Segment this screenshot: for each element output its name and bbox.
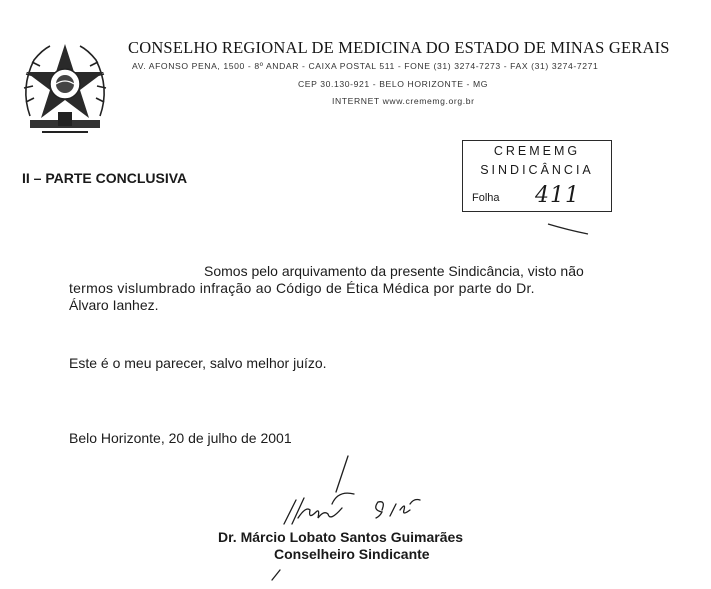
date-line: Belo Horizonte, 20 de julho de 2001	[69, 430, 292, 446]
stamp-subtitle: SINDICÂNCIA	[480, 163, 594, 177]
folha-stamp	[462, 140, 612, 212]
brazil-coat-of-arms-icon	[12, 38, 118, 138]
signatory-role: Conselheiro Sindicante	[274, 546, 430, 562]
handwritten-signature	[240, 452, 470, 582]
org-name: CONSELHO REGIONAL DE MEDICINA DO ESTADO DE MINAS GERAIS	[128, 38, 670, 57]
org-address: AV. AFONSO PENA, 1500 - 8º ANDAR - CAIXA POSTAL 511 - FONE (31) 3274-7273 - FAX (31) 3274-7271	[132, 61, 599, 71]
org-website: INTERNET www.crememg.org.br	[332, 96, 475, 106]
org-cep: CEP 30.130-921 - BELO HORIZONTE - MG	[298, 79, 489, 89]
stamp-underline	[546, 220, 590, 236]
stamp-folha-label: Folha	[472, 192, 500, 204]
signatory-name: Dr. Márcio Lobato Santos Guimarães	[218, 529, 464, 545]
section-title: II – PARTE CONCLUSIVA	[22, 170, 188, 186]
body-line-1: Somos pelo arquivamento da presente Sindicância, visto não	[204, 263, 584, 279]
parecer-sentence: Este é o meu parecer, salvo melhor juízo.	[69, 355, 327, 371]
stamp-title: CREMEMG	[493, 144, 581, 158]
body-line-2: termos vislumbrado infração ao Código de Ética Médica por parte do Dr.	[69, 280, 535, 296]
stamp-folha-number: 411	[535, 183, 580, 208]
body-line-3: Álvaro Ianhez.	[69, 297, 159, 313]
